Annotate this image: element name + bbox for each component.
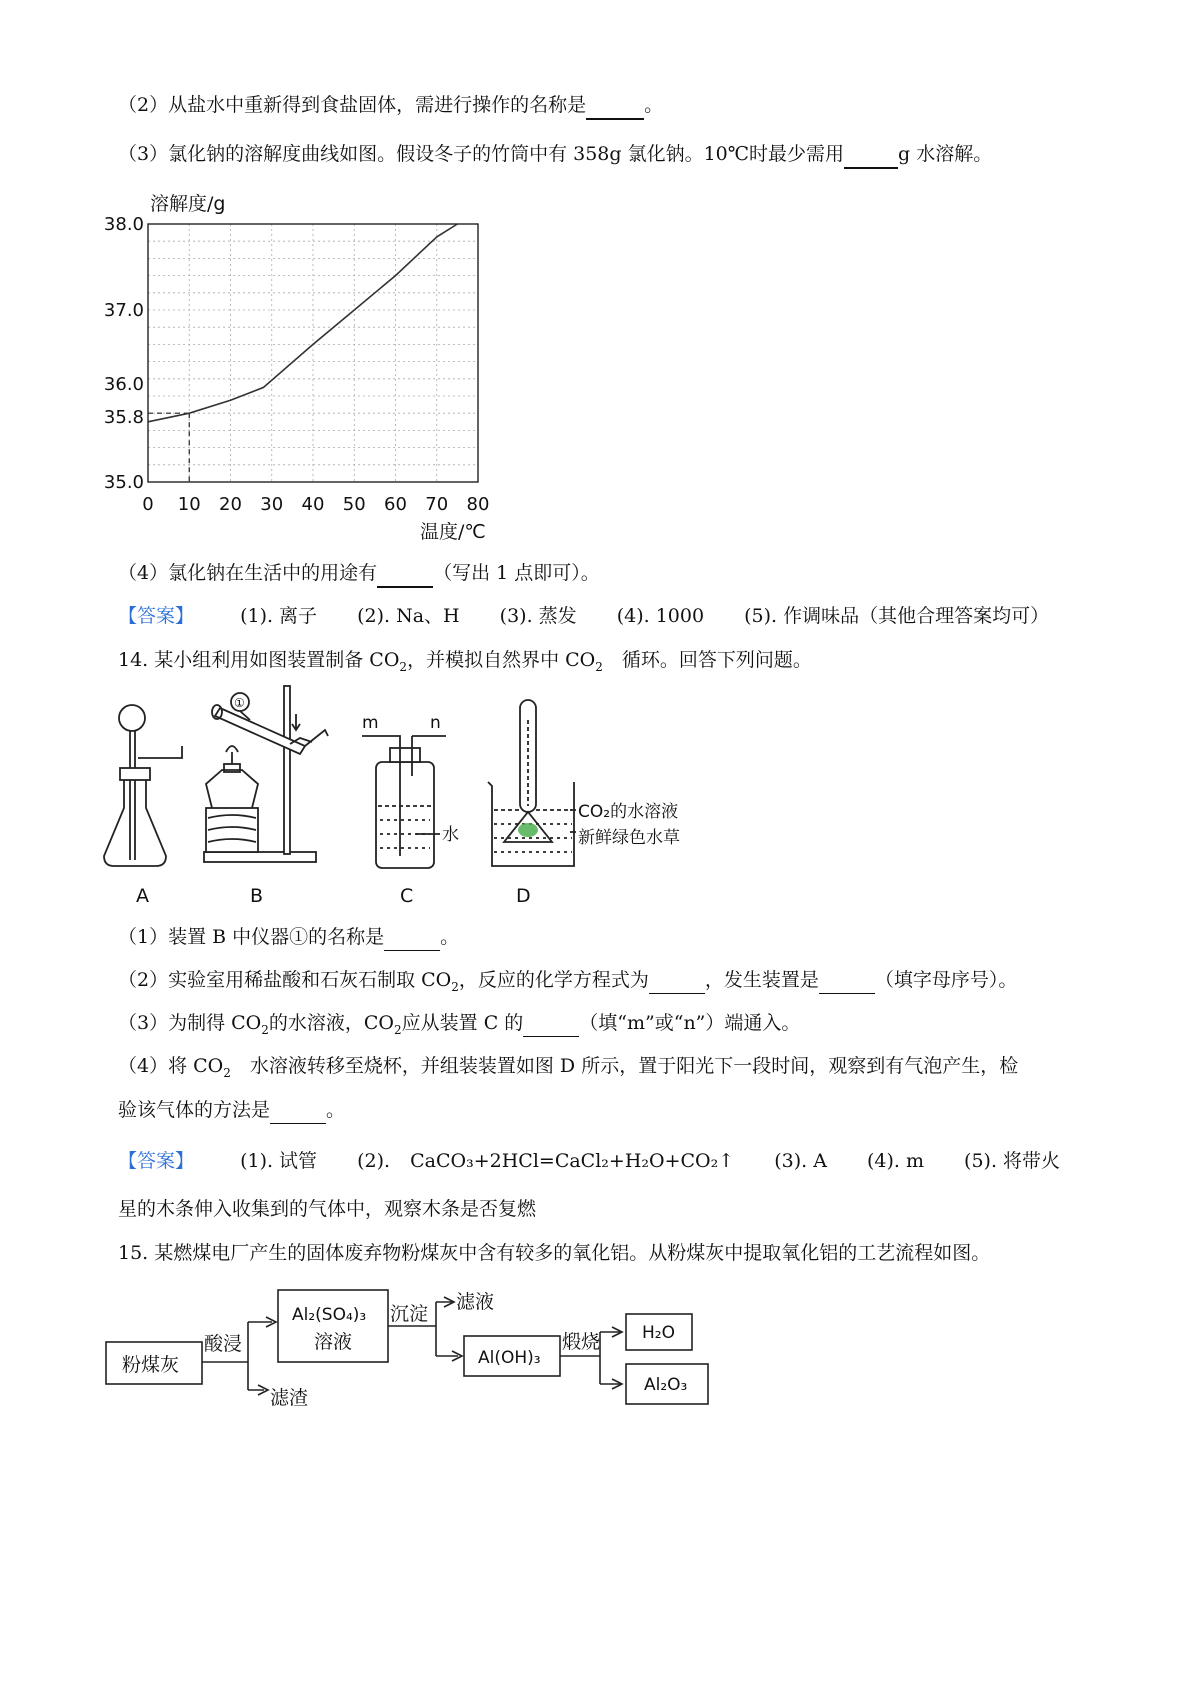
label-b: B [250,885,264,907]
q14-answer [118,1148,1060,1174]
q14-part3-blank [523,1010,579,1037]
q14-part4-blank [270,1097,326,1124]
label-d: D [516,885,531,907]
answer-item: (1). 试管 [240,1150,318,1172]
answer-item: (5). 作调味品（其他合理答案均可） [744,605,1050,627]
q13-answer [118,603,1049,629]
q14-part2: （2）实验室用稀盐酸和石灰石制取 $CO_2$，反应的化学方程式为 ，发生装置是 （填字母序号）。 [118,969,1018,994]
port-m: m [362,713,379,733]
apparatus-d [488,700,576,866]
flow-step-precipitate: 沉淀 [390,1303,429,1325]
plant-label: 新鲜绿色水草 [578,828,680,848]
q14-part4: （4）将 $CO_2$ 水溶液转移至烧杯，并组装装置如图 D 所示，置于阳光下一段时间，观察到有气泡产生，检 [118,1055,1019,1080]
process-flow-diagram [100,1280,760,1430]
port-n: n [430,713,441,733]
q13-part3-text: （3）氯化钠的溶解度曲线如图。假设冬子的竹筒中有 358g 氯化钠。10℃时最少需用 [118,143,845,165]
label-c: C [400,885,414,907]
q14-answer-cont: 星的木条伸入收集到的气体中，观察木条是否复燃 [118,1198,537,1220]
q14-part1: （1）装置 B 中仪器①的名称是 。 [118,924,459,951]
q14-stem: 14. 某小组利用如图装置制备 $CO_2$，并模拟自然界中 $CO_2$ 循环。回答下列问题。 [118,649,812,674]
flow-box2-formula: Al(OH)₃ [478,1348,541,1368]
answer-item: (1). 离子 [240,605,318,627]
q14-part4-cont: 验该气体的方法是 。 [118,1097,345,1124]
answer-item: (2). Na、H [357,605,460,627]
circle-one-label: ① [234,696,245,710]
plant-icon [518,823,538,837]
chart-x-tick-label: 40 [301,494,325,515]
co2-solution-label: CO₂的水溶液 [578,802,679,822]
flow-out-water: H₂O [642,1323,675,1343]
answer-item: (4). 1000 [616,605,705,627]
chart-y-tick-label: 36.0 [103,374,144,395]
chart-x-tick-label: 50 [342,494,366,515]
answer-item: (2). [357,1150,391,1172]
q14-part1-blank [384,924,440,951]
q13-part2-text: （2）从盐水中重新得到食盐固体，需进行操作的名称是 [118,94,587,116]
chart-solubility-curve [148,224,457,422]
chart-y-tick-label: 37.0 [103,300,144,321]
flow-step-calcine: 煅烧 [562,1331,601,1353]
q13-part4-text: （4）氯化钠在生活中的用途有 [118,562,378,584]
chart-frame [148,224,478,482]
q13-part3-blank [844,141,898,169]
chart-y-axis-label: 溶解度/g [150,193,226,215]
q14-part2-blank-device [819,967,875,994]
label-a: A [136,885,149,907]
flow-step-acid-leach: 酸浸 [204,1333,243,1355]
solubility-chart [103,180,630,550]
chart-x-tick-label: 60 [384,494,407,515]
q13-part2: （2）从盐水中重新得到食盐固体，需进行操作的名称是 。 [118,92,663,120]
q14-part3: （3）为制得 $CO_2$的水溶液，$CO_2$应从装置 C 的 （填“m”或“n”）端通入。 [118,1012,801,1037]
flow-residue-label: 滤渣 [270,1387,309,1409]
apparatus-figure [100,680,760,910]
answer-item: (4). m [866,1150,924,1172]
chart-grid [148,224,478,482]
answer-item: (3). A [774,1150,827,1172]
flow-box1-solution: 溶液 [314,1331,353,1353]
chart-x-tick-label: 70 [425,494,449,515]
chart-x-tick-label: 80 [466,494,490,515]
answer-equation: CaCO₃+2HCl=CaCl₂+H₂O+CO₂↑ [410,1150,735,1172]
flow-start-label: 粉煤灰 [122,1354,180,1376]
q15-stem: 15. 某燃煤电厂产生的固体废弃物粉煤灰中含有较多的氧化铝。从粉煤灰中提取氧化铝的工艺流程如图。 [118,1242,991,1264]
q14-part2-blank-equation [649,967,705,994]
chart-x-tick-label: 10 [177,494,201,515]
water-label: 水 [442,825,459,845]
chart-x-tick-label: 30 [260,494,284,515]
apparatus-b [204,686,328,862]
q13-part3: （3）氯化钠的溶解度曲线如图。假设冬子的竹筒中有 358g 氯化钠。10℃时最少需用 g 水溶解。 [118,141,992,169]
chart-y-tick-label: 38.0 [103,214,144,235]
q13-part4: （4）氯化钠在生活中的用途有 （写出 1 点即可）。 [118,560,600,588]
chart-x-tick-labels [142,494,489,515]
q13-part2-blank [586,92,644,120]
answer-item: (5). 将带火 [964,1150,1061,1172]
apparatus-c [362,736,446,868]
chart-x-tick-label: 20 [219,494,242,515]
chart-y-tick-label: 35.8 [103,407,144,429]
flow-out-alumina: Al₂O₃ [644,1375,688,1395]
q13-part4-blank [377,560,433,588]
answer-item: (3). 蒸发 [499,605,577,627]
answer-tag: 【答案】 [118,1150,195,1172]
flow-filtrate-label: 滤液 [456,1291,495,1313]
chart-y-tick-label: 35.0 [103,472,144,493]
flow-box1-formula: Al₂(SO₄)₃ [292,1305,367,1325]
apparatus-a [104,705,182,866]
chart-y-tick-labels [104,214,144,493]
chart-x-axis-label: 温度/℃ [420,521,486,543]
answer-tag: 【答案】 [118,605,195,627]
chart-axes [148,224,478,482]
chart-x-tick-label: 0 [142,494,154,515]
